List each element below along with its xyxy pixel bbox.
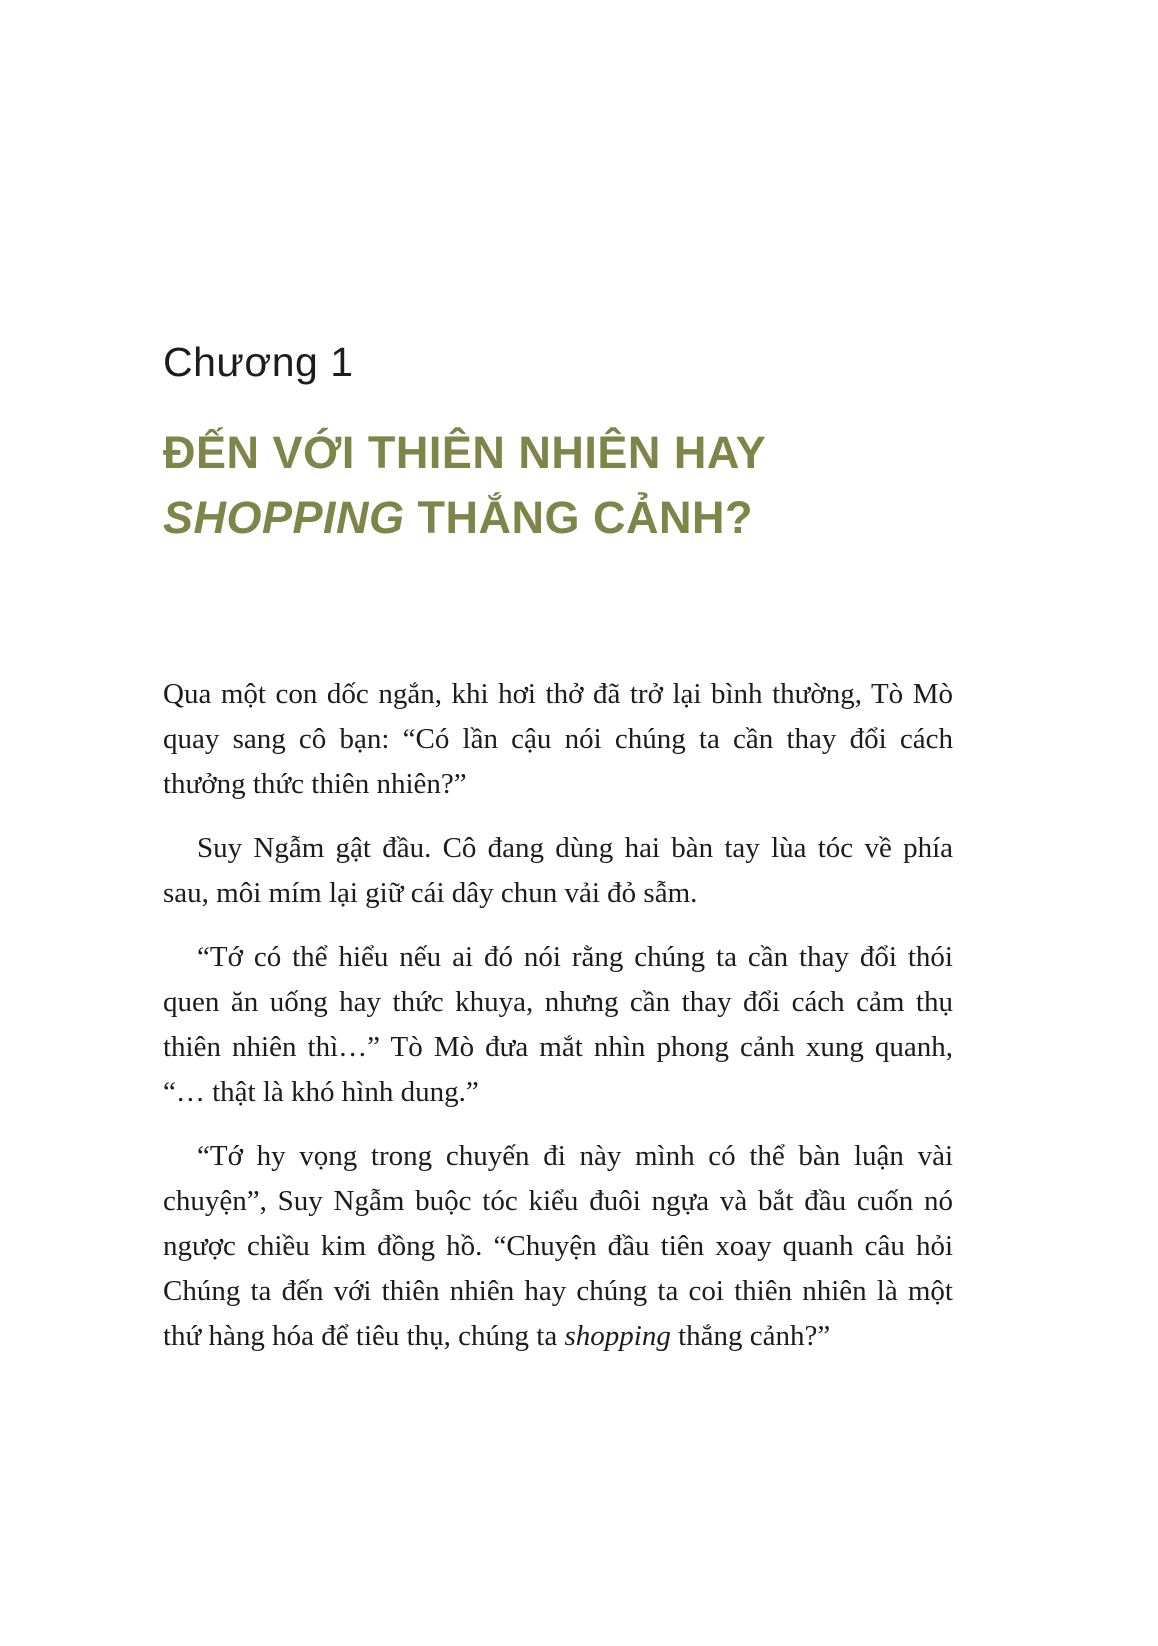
paragraph-4-before: “Tớ hy vọng trong chuyến đi này mình có thể bàn luận vài chuyện”, Suy Ngẫm buộc tóc kiểu đuôi ngựa và bắt đầu cuốn nó ngược chiều kim đồng hồ. “Chuyện đầu tiên xoay quanh câu hỏi Chúng ta đến với thiên nhiên hay chúng ta coi thiên nhiên là một thứ hàng hóa để tiêu thụ, chúng ta — [163, 1140, 953, 1352]
paragraph-3: “Tớ có thể hiểu nếu ai đó nói rằng chúng ta cần thay đổi thói quen ăn uống hay thức khuya, nhưng cần thay đổi cách cảm thụ thiên nhiên thì…” Tò Mò đưa mắt nhìn phong cảnh xung quanh, “… thật là khó hình dung.” — [163, 941, 953, 1108]
paragraph-1: Qua một con dốc ngắn, khi hơi thở đã trở lại bình thường, Tò Mò quay sang cô bạn: “Có lần cậu nói chúng ta cần thay đổi cách thưởng thức thiên nhiên?” — [163, 678, 953, 800]
body-text — [163, 672, 953, 1359]
chapter-title-line1: ĐẾN VỚI THIÊN NHIÊN HAY — [163, 427, 767, 478]
paragraph-4-italic-word: shopping — [564, 1320, 671, 1352]
chapter-label: Chương 1 — [163, 339, 354, 385]
paragraph-4 — [163, 1134, 953, 1359]
page-content — [163, 0, 953, 1378]
paragraph-4-after: thắng cảnh?” — [670, 1320, 831, 1352]
chapter-title-line2-rest: THẮNG CẢNH? — [404, 492, 754, 543]
paragraph-2: Suy Ngẫm gật đầu. Cô đang dùng hai bàn tay lùa tóc về phía sau, môi mím lại giữ cái dây chun vải đỏ sẫm. — [163, 832, 953, 909]
chapter-title — [163, 420, 953, 550]
chapter-title-line2-italic: SHOPPING — [163, 492, 405, 543]
